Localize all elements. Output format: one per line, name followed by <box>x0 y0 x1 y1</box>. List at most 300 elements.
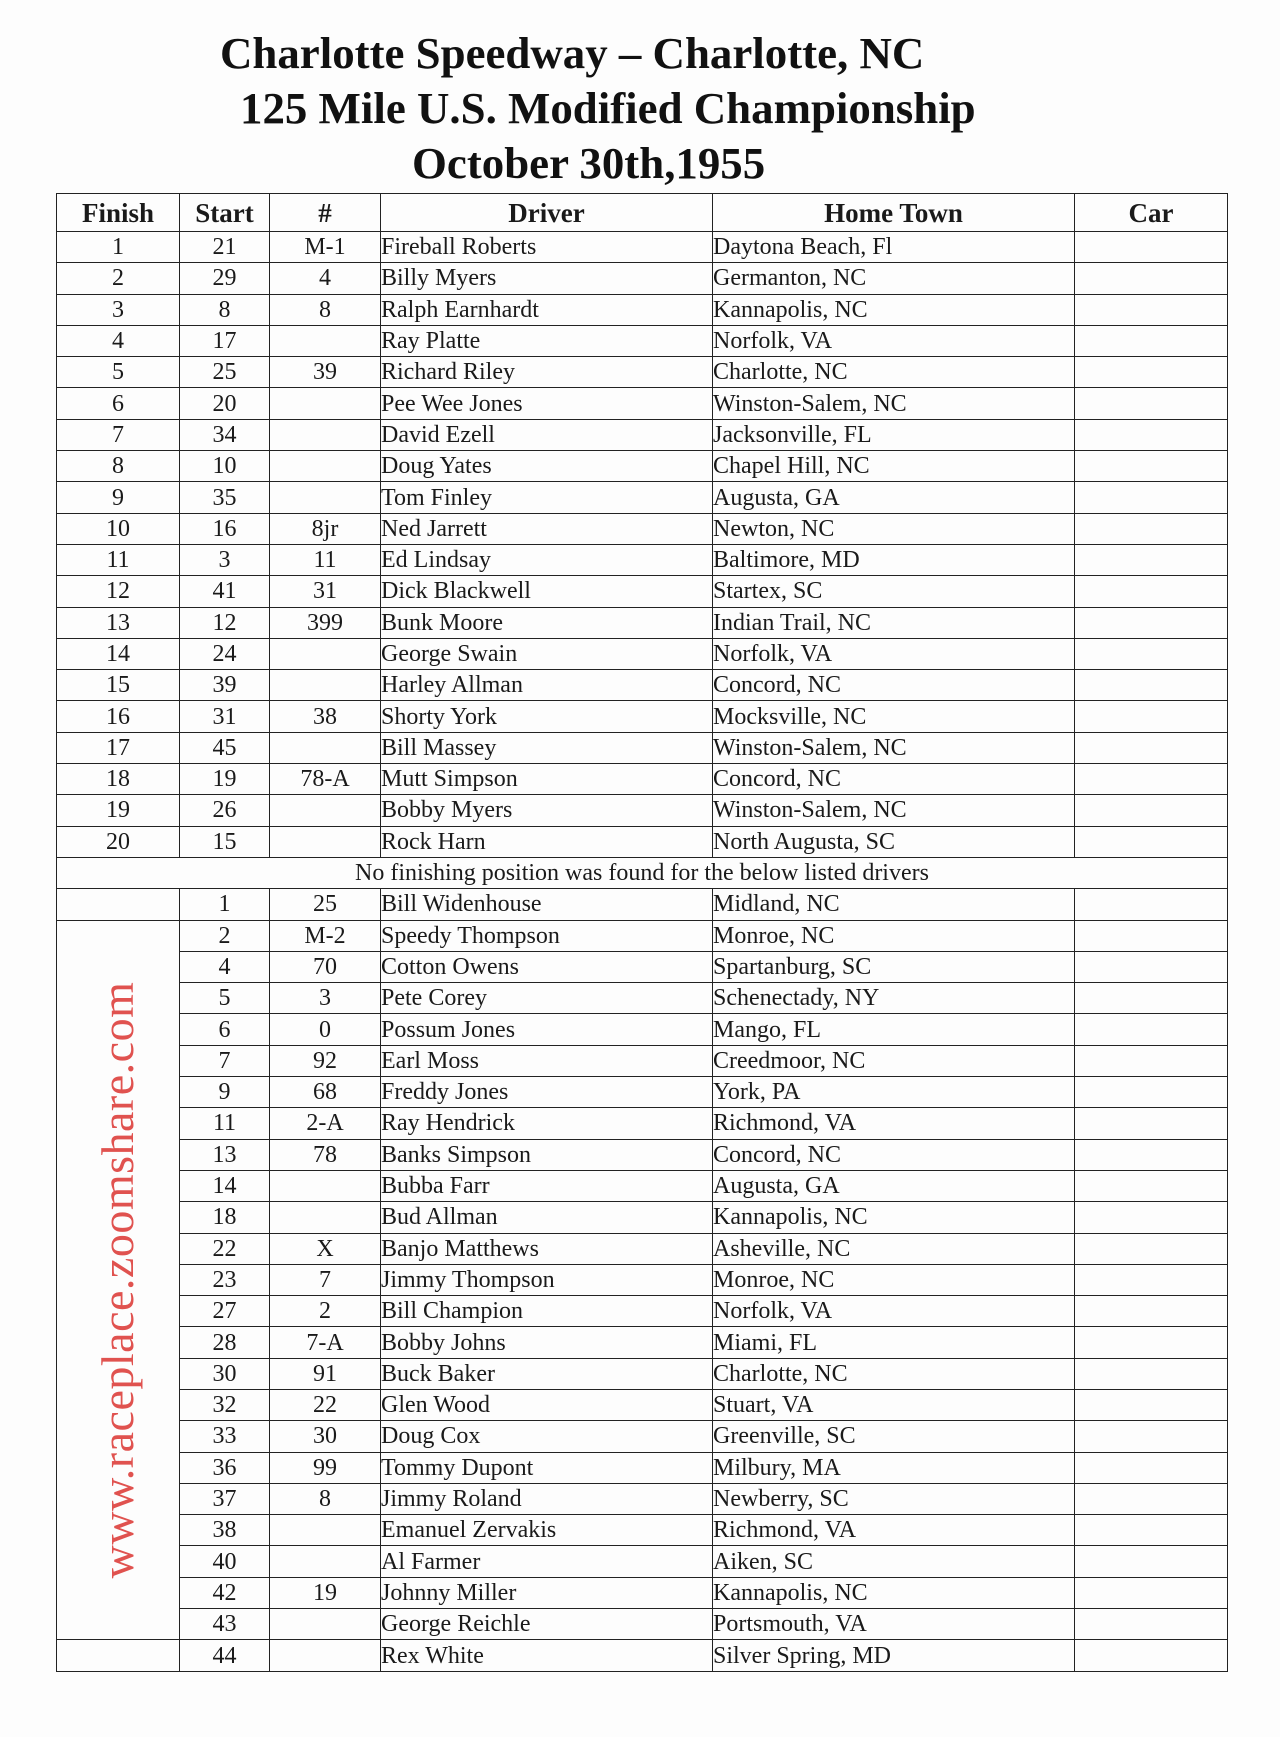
car-cell <box>1075 670 1228 701</box>
driver-cell: Ralph Earnhardt <box>381 294 713 325</box>
car-number-cell: M-1 <box>270 232 381 263</box>
header-finish: Finish <box>57 194 180 232</box>
home-town-cell: Concord, NC <box>713 670 1075 701</box>
home-town-cell: Monroe, NC <box>713 1264 1075 1295</box>
home-town-cell: North Augusta, SC <box>713 826 1075 857</box>
home-town-cell: Mocksville, NC <box>713 701 1075 732</box>
start-cell: 41 <box>180 576 270 607</box>
finish-cell: 16 <box>57 701 180 732</box>
home-town-cell: Richmond, VA <box>713 1108 1075 1139</box>
car-number-cell: 2-A <box>270 1108 381 1139</box>
finish-cell: 3 <box>57 294 180 325</box>
start-cell: 36 <box>180 1452 270 1483</box>
home-town-cell: Startex, SC <box>713 576 1075 607</box>
start-cell: 23 <box>180 1264 270 1295</box>
finish-cell: 10 <box>57 513 180 544</box>
driver-cell: Glen Wood <box>381 1389 713 1420</box>
car-number-cell <box>270 1609 381 1640</box>
start-cell: 38 <box>180 1515 270 1546</box>
driver-cell: George Reichle <box>381 1609 713 1640</box>
car-cell <box>1075 576 1228 607</box>
start-cell: 13 <box>180 1139 270 1170</box>
table-row <box>57 513 1228 544</box>
car-cell <box>1075 826 1228 857</box>
table-row <box>57 920 1228 951</box>
home-town-cell: Spartanburg, SC <box>713 951 1075 982</box>
car-cell <box>1075 1358 1228 1389</box>
start-cell: 9 <box>180 1077 270 1108</box>
car-cell <box>1075 795 1228 826</box>
start-cell: 17 <box>180 325 270 356</box>
header-start: Start <box>180 194 270 232</box>
title-event: 125 Mile U.S. Modified Championship <box>240 84 976 133</box>
table-row <box>57 1327 1228 1358</box>
car-cell <box>1075 764 1228 795</box>
car-number-cell: 8jr <box>270 513 381 544</box>
table-row <box>57 795 1228 826</box>
car-cell <box>1075 1045 1228 1076</box>
car-number-cell: X <box>270 1233 381 1264</box>
car-number-cell <box>270 826 381 857</box>
finish-cell: 13 <box>57 607 180 638</box>
non-finishers-section <box>57 889 1228 1671</box>
start-cell: 6 <box>180 1014 270 1045</box>
table-row <box>57 607 1228 638</box>
home-town-cell: Norfolk, VA <box>713 638 1075 669</box>
driver-cell: Pee Wee Jones <box>381 388 713 419</box>
car-cell <box>1075 1077 1228 1108</box>
table-row <box>57 357 1228 388</box>
car-number-cell <box>270 638 381 669</box>
driver-cell: Ray Hendrick <box>381 1108 713 1139</box>
table-row <box>57 388 1228 419</box>
driver-cell: Buck Baker <box>381 1358 713 1389</box>
finish-cell-merged <box>57 920 180 1640</box>
start-cell: 18 <box>180 1202 270 1233</box>
home-town-cell: Winston-Salem, NC <box>713 388 1075 419</box>
driver-cell: Rex White <box>381 1640 713 1671</box>
start-cell: 32 <box>180 1389 270 1420</box>
car-cell <box>1075 1296 1228 1327</box>
start-cell: 29 <box>180 263 270 294</box>
car-cell <box>1075 607 1228 638</box>
driver-cell: Richard Riley <box>381 357 713 388</box>
home-town-cell: Asheville, NC <box>713 1233 1075 1264</box>
home-town-cell: Richmond, VA <box>713 1515 1075 1546</box>
table-row <box>57 764 1228 795</box>
start-cell: 35 <box>180 482 270 513</box>
start-cell: 5 <box>180 983 270 1014</box>
table-row <box>57 826 1228 857</box>
table-row <box>57 1640 1228 1671</box>
car-cell <box>1075 638 1228 669</box>
driver-cell: Fireball Roberts <box>381 232 713 263</box>
start-cell: 12 <box>180 607 270 638</box>
home-town-cell: Daytona Beach, Fl <box>713 232 1075 263</box>
finish-cell: 15 <box>57 670 180 701</box>
header-number: # <box>270 194 381 232</box>
table-row <box>57 1045 1228 1076</box>
header-car: Car <box>1075 194 1228 232</box>
start-cell: 10 <box>180 451 270 482</box>
home-town-cell: Newton, NC <box>713 513 1075 544</box>
driver-cell: Tom Finley <box>381 482 713 513</box>
car-number-cell: 99 <box>270 1452 381 1483</box>
driver-cell: Mutt Simpson <box>381 764 713 795</box>
driver-cell: Cotton Owens <box>381 951 713 982</box>
car-number-cell: 399 <box>270 607 381 638</box>
car-cell <box>1075 1483 1228 1514</box>
car-number-cell <box>270 1202 381 1233</box>
car-number-cell: 78-A <box>270 764 381 795</box>
car-cell <box>1075 1264 1228 1295</box>
home-town-cell: Miami, FL <box>713 1327 1075 1358</box>
table-row <box>57 732 1228 763</box>
car-number-cell: 39 <box>270 357 381 388</box>
car-cell <box>1075 1609 1228 1640</box>
start-cell: 24 <box>180 638 270 669</box>
car-cell <box>1075 513 1228 544</box>
finish-cell: 12 <box>57 576 180 607</box>
table-row <box>57 1609 1228 1640</box>
driver-cell: Shorty York <box>381 701 713 732</box>
car-cell <box>1075 1546 1228 1577</box>
car-number-cell: 4 <box>270 263 381 294</box>
table-row <box>57 983 1228 1014</box>
car-cell <box>1075 451 1228 482</box>
table-row <box>57 1077 1228 1108</box>
driver-cell: Speedy Thompson <box>381 920 713 951</box>
start-cell: 33 <box>180 1421 270 1452</box>
car-number-cell: 19 <box>270 1577 381 1608</box>
car-number-cell <box>270 419 381 450</box>
start-cell: 26 <box>180 795 270 826</box>
car-cell <box>1075 388 1228 419</box>
note-section <box>57 857 1228 888</box>
car-number-cell: 3 <box>270 983 381 1014</box>
table-row <box>57 889 1228 920</box>
car-cell <box>1075 1170 1228 1201</box>
title-date: October 30th,1955 <box>412 139 766 188</box>
home-town-cell: Silver Spring, MD <box>713 1640 1075 1671</box>
home-town-cell: Germanton, NC <box>713 263 1075 294</box>
driver-cell: Ed Lindsay <box>381 544 713 575</box>
table-row <box>57 1577 1228 1608</box>
header-driver: Driver <box>381 194 713 232</box>
car-number-cell: 22 <box>270 1389 381 1420</box>
driver-cell: Bubba Farr <box>381 1170 713 1201</box>
start-cell: 42 <box>180 1577 270 1608</box>
car-cell <box>1075 482 1228 513</box>
home-town-cell: Monroe, NC <box>713 920 1075 951</box>
car-cell <box>1075 983 1228 1014</box>
driver-cell: Pete Corey <box>381 983 713 1014</box>
home-town-cell: Aiken, SC <box>713 1546 1075 1577</box>
driver-cell: Jimmy Thompson <box>381 1264 713 1295</box>
home-town-cell: Baltimore, MD <box>713 544 1075 575</box>
start-cell: 30 <box>180 1358 270 1389</box>
driver-cell: George Swain <box>381 638 713 669</box>
home-town-cell: Kannapolis, NC <box>713 294 1075 325</box>
car-cell <box>1075 1014 1228 1045</box>
table-row <box>57 419 1228 450</box>
car-number-cell: 31 <box>270 576 381 607</box>
finish-cell: 19 <box>57 795 180 826</box>
driver-cell: Freddy Jones <box>381 1077 713 1108</box>
car-number-cell <box>270 1640 381 1671</box>
table-row <box>57 294 1228 325</box>
car-cell <box>1075 1389 1228 1420</box>
home-town-cell: Creedmoor, NC <box>713 1045 1075 1076</box>
car-cell <box>1075 951 1228 982</box>
start-cell: 16 <box>180 513 270 544</box>
home-town-cell: Jacksonville, FL <box>713 419 1075 450</box>
home-town-cell: Kannapolis, NC <box>713 1202 1075 1233</box>
driver-cell: Bud Allman <box>381 1202 713 1233</box>
home-town-cell: Mango, FL <box>713 1014 1075 1045</box>
driver-cell: David Ezell <box>381 419 713 450</box>
car-number-cell <box>270 732 381 763</box>
finishers-section <box>57 232 1228 858</box>
home-town-cell: Augusta, GA <box>713 482 1075 513</box>
car-number-cell: 38 <box>270 701 381 732</box>
home-town-cell: Newberry, SC <box>713 1483 1075 1514</box>
driver-cell: Banks Simpson <box>381 1139 713 1170</box>
start-cell: 15 <box>180 826 270 857</box>
car-number-cell <box>270 451 381 482</box>
start-cell: 40 <box>180 1546 270 1577</box>
car-cell <box>1075 1577 1228 1608</box>
table-header-row <box>57 194 1228 232</box>
table-row <box>57 1014 1228 1045</box>
finish-cell: 20 <box>57 826 180 857</box>
table-row <box>57 232 1228 263</box>
driver-cell: Earl Moss <box>381 1045 713 1076</box>
start-cell: 37 <box>180 1483 270 1514</box>
car-cell <box>1075 1515 1228 1546</box>
driver-cell: Harley Allman <box>381 670 713 701</box>
table-row <box>57 951 1228 982</box>
home-town-cell: Portsmouth, VA <box>713 1609 1075 1640</box>
table-row <box>57 1139 1228 1170</box>
finish-cell: 8 <box>57 451 180 482</box>
start-cell: 14 <box>180 1170 270 1201</box>
car-cell <box>1075 544 1228 575</box>
table-row <box>57 1264 1228 1295</box>
car-number-cell: 8 <box>270 1483 381 1514</box>
driver-cell: Possum Jones <box>381 1014 713 1045</box>
table-row <box>57 544 1228 575</box>
car-number-cell <box>270 388 381 419</box>
table-row <box>57 1389 1228 1420</box>
start-cell: 11 <box>180 1108 270 1139</box>
table-row <box>57 451 1228 482</box>
car-cell <box>1075 1421 1228 1452</box>
start-cell: 20 <box>180 388 270 419</box>
start-cell: 39 <box>180 670 270 701</box>
car-number-cell <box>270 1546 381 1577</box>
finish-cell: 6 <box>57 388 180 419</box>
driver-cell: Bill Champion <box>381 1296 713 1327</box>
car-number-cell <box>270 325 381 356</box>
finish-cell <box>57 889 180 920</box>
home-town-cell: Concord, NC <box>713 764 1075 795</box>
driver-cell: Bill Widenhouse <box>381 889 713 920</box>
car-cell <box>1075 1640 1228 1671</box>
car-number-cell: 7-A <box>270 1327 381 1358</box>
driver-cell: Billy Myers <box>381 263 713 294</box>
table-row <box>57 670 1228 701</box>
start-cell: 27 <box>180 1296 270 1327</box>
car-cell <box>1075 889 1228 920</box>
home-town-cell: Chapel Hill, NC <box>713 451 1075 482</box>
title-venue: Charlotte Speedway – Charlotte, NC <box>220 29 925 78</box>
table-row <box>57 576 1228 607</box>
home-town-cell: Norfolk, VA <box>713 1296 1075 1327</box>
finish-cell: 11 <box>57 544 180 575</box>
start-cell: 2 <box>180 920 270 951</box>
car-number-cell: 7 <box>270 1264 381 1295</box>
home-town-cell: Indian Trail, NC <box>713 607 1075 638</box>
car-cell <box>1075 1327 1228 1358</box>
car-number-cell <box>270 1170 381 1201</box>
car-number-cell: 91 <box>270 1358 381 1389</box>
car-number-cell: 25 <box>270 889 381 920</box>
car-number-cell: 0 <box>270 1014 381 1045</box>
car-number-cell <box>270 1515 381 1546</box>
table-row <box>57 1358 1228 1389</box>
start-cell: 19 <box>180 764 270 795</box>
driver-cell: Ray Platte <box>381 325 713 356</box>
car-number-cell: 2 <box>270 1296 381 1327</box>
home-town-cell: Winston-Salem, NC <box>713 795 1075 826</box>
car-cell <box>1075 1233 1228 1264</box>
car-number-cell: 68 <box>270 1077 381 1108</box>
finish-cell: 7 <box>57 419 180 450</box>
car-cell <box>1075 232 1228 263</box>
start-cell: 8 <box>180 294 270 325</box>
header-home-town: Home Town <box>713 194 1075 232</box>
finish-cell: 2 <box>57 263 180 294</box>
finish-cell: 5 <box>57 357 180 388</box>
car-cell <box>1075 325 1228 356</box>
car-number-cell <box>270 795 381 826</box>
start-cell: 31 <box>180 701 270 732</box>
driver-cell: Bill Massey <box>381 732 713 763</box>
start-cell: 4 <box>180 951 270 982</box>
car-cell <box>1075 263 1228 294</box>
start-cell: 34 <box>180 419 270 450</box>
driver-cell: Dick Blackwell <box>381 576 713 607</box>
start-cell: 3 <box>180 544 270 575</box>
car-cell <box>1075 732 1228 763</box>
start-cell: 45 <box>180 732 270 763</box>
home-town-cell: Midland, NC <box>713 889 1075 920</box>
table-row <box>57 638 1228 669</box>
car-number-cell: 30 <box>270 1421 381 1452</box>
driver-cell: Doug Yates <box>381 451 713 482</box>
finish-cell: 18 <box>57 764 180 795</box>
finish-cell <box>57 1640 180 1671</box>
watermark-url: www.raceplace.zoomshare.com <box>92 981 143 1579</box>
driver-cell: Johnny Miller <box>381 1577 713 1608</box>
home-town-cell: Charlotte, NC <box>713 1358 1075 1389</box>
start-cell: 7 <box>180 1045 270 1076</box>
home-town-cell: York, PA <box>713 1077 1075 1108</box>
car-number-cell: 78 <box>270 1139 381 1170</box>
driver-cell: Banjo Matthews <box>381 1233 713 1264</box>
car-number-cell: 11 <box>270 544 381 575</box>
table-row <box>57 1170 1228 1201</box>
home-town-cell: Schenectady, NY <box>713 983 1075 1014</box>
start-cell: 1 <box>180 889 270 920</box>
driver-cell: Bobby Johns <box>381 1327 713 1358</box>
home-town-cell: Kannapolis, NC <box>713 1577 1075 1608</box>
driver-cell: Ned Jarrett <box>381 513 713 544</box>
car-number-cell: M-2 <box>270 920 381 951</box>
home-town-cell: Greenville, SC <box>713 1421 1075 1452</box>
start-cell: 43 <box>180 1609 270 1640</box>
table-row <box>57 1421 1228 1452</box>
table-row <box>57 263 1228 294</box>
finish-cell: 9 <box>57 482 180 513</box>
car-cell <box>1075 294 1228 325</box>
driver-cell: Rock Harn <box>381 826 713 857</box>
car-number-cell <box>270 482 381 513</box>
start-cell: 22 <box>180 1233 270 1264</box>
driver-cell: Emanuel Zervakis <box>381 1515 713 1546</box>
home-town-cell: Augusta, GA <box>713 1170 1075 1201</box>
driver-cell: Doug Cox <box>381 1421 713 1452</box>
home-town-cell: Norfolk, VA <box>713 325 1075 356</box>
car-cell <box>1075 1108 1228 1139</box>
car-cell <box>1075 419 1228 450</box>
table-row <box>57 1233 1228 1264</box>
results-table <box>56 193 1228 1672</box>
start-cell: 28 <box>180 1327 270 1358</box>
table-row <box>57 1202 1228 1233</box>
driver-cell: Jimmy Roland <box>381 1483 713 1514</box>
no-finish-note: No finishing position was found for the below listed drivers <box>57 857 1228 888</box>
car-cell <box>1075 1452 1228 1483</box>
car-number-cell: 8 <box>270 294 381 325</box>
start-cell: 25 <box>180 357 270 388</box>
note-row <box>57 857 1228 888</box>
home-town-cell: Stuart, VA <box>713 1389 1075 1420</box>
car-number-cell: 70 <box>270 951 381 982</box>
table-row <box>57 1546 1228 1577</box>
table-row <box>57 1515 1228 1546</box>
home-town-cell: Concord, NC <box>713 1139 1075 1170</box>
car-number-cell <box>270 670 381 701</box>
driver-cell: Bunk Moore <box>381 607 713 638</box>
table-row <box>57 482 1228 513</box>
start-cell: 21 <box>180 232 270 263</box>
car-cell <box>1075 357 1228 388</box>
table-row <box>57 1483 1228 1514</box>
home-town-cell: Charlotte, NC <box>713 357 1075 388</box>
driver-cell: Tommy Dupont <box>381 1452 713 1483</box>
car-cell <box>1075 920 1228 951</box>
table-row <box>57 325 1228 356</box>
finish-cell: 14 <box>57 638 180 669</box>
finish-cell: 1 <box>57 232 180 263</box>
home-town-cell: Winston-Salem, NC <box>713 732 1075 763</box>
car-cell <box>1075 1139 1228 1170</box>
table-row <box>57 1452 1228 1483</box>
table-row <box>57 1108 1228 1139</box>
car-number-cell: 92 <box>270 1045 381 1076</box>
